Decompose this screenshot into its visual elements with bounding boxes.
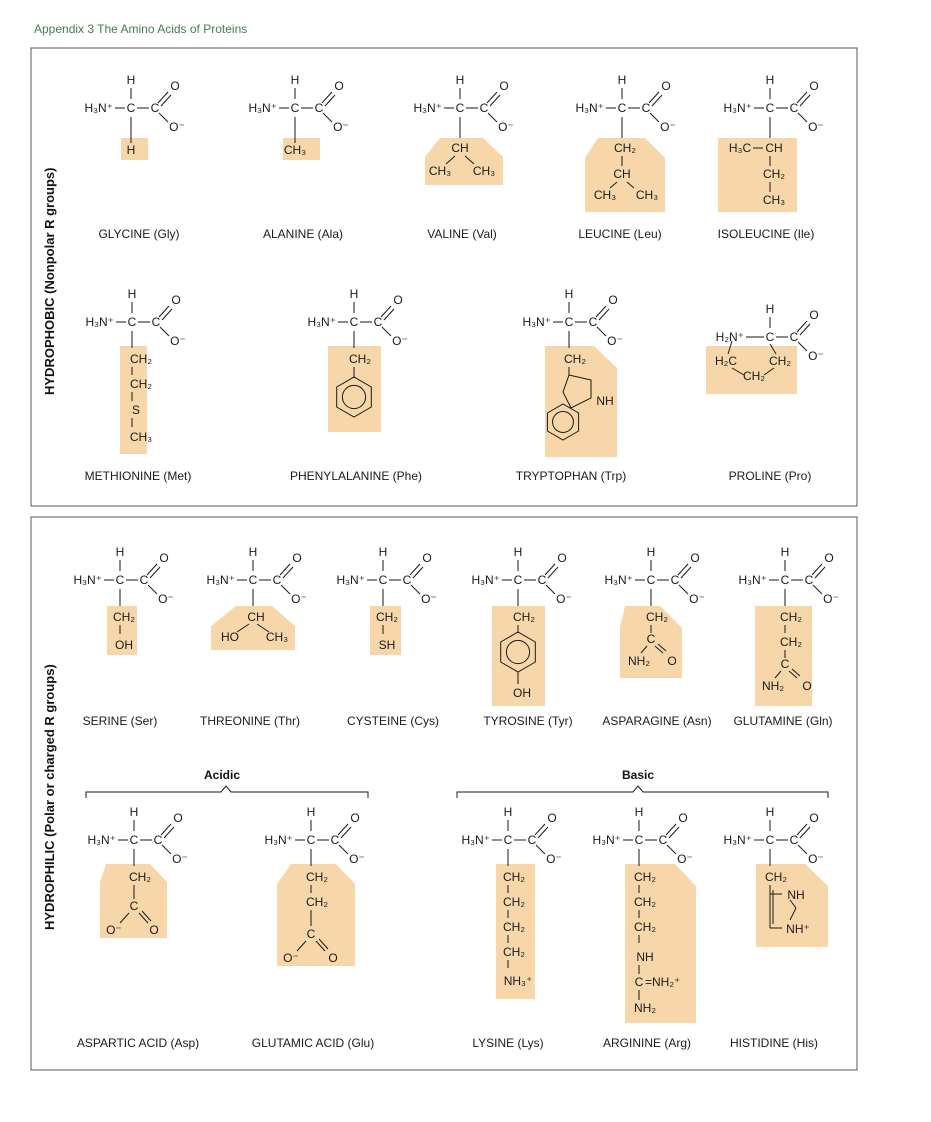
bond-c-o-double-2 [815, 567, 825, 578]
bond-c-o-single [281, 585, 290, 594]
carboxyl-carbon: C [150, 101, 160, 115]
carboxylate-oxygen: O⁻ [169, 120, 185, 134]
amino-acid-name: PHENYLALANINE (Phe) [289, 469, 423, 483]
ring-carbon-3: CH₂ [743, 369, 765, 383]
amino-acid-tyr [471, 545, 572, 728]
amino-acid-ala [248, 73, 348, 241]
amino-acid-name: ARGININE (Arg) [602, 1036, 692, 1050]
bond-c-o-double-2 [283, 567, 293, 578]
r-atom: CH₂ [564, 352, 586, 366]
amino-acid-structures [73, 73, 838, 1050]
carbonyl-oxygen: O [170, 79, 180, 93]
amino-acid-glu [252, 805, 374, 1050]
amino-group: H₃N⁺ [471, 573, 500, 587]
carboxyl-carbon: C [641, 101, 651, 115]
amino-acid-name: VALINE (Val) [427, 227, 497, 241]
bond-c-o-double-2 [681, 567, 691, 578]
bond-c-o-double-2 [161, 95, 171, 106]
bond-c-o-double [381, 306, 391, 317]
carboxyl-carbon: C [272, 573, 282, 587]
alpha-hydrogen: H [455, 73, 465, 87]
amino-acid-name: GLYCINE (Gly) [98, 227, 180, 241]
r-atom: CH₃ [265, 630, 289, 644]
carboxyl-carbon: C [537, 573, 547, 587]
r-atom: CH₂ [130, 352, 152, 366]
r-atom: CH₂ [503, 945, 525, 959]
r-atom: NH₂ [762, 679, 784, 693]
r-atom: CH₂ [503, 895, 525, 909]
amino-acid-name: TYROSINE (Tyr) [483, 714, 573, 728]
r-atom: CH₂ [614, 141, 636, 155]
carbonyl-oxygen: O [547, 811, 557, 825]
amino-acid-phe [290, 287, 422, 483]
alpha-hydrogen: H [129, 805, 139, 819]
bond-c-o-double-2 [669, 827, 679, 838]
bond-c-o-double [649, 92, 659, 103]
carboxyl-carbon: C [588, 315, 598, 329]
bond-c-o-double-2 [538, 827, 548, 838]
amino-acid-name: THREONINE (Thr) [200, 714, 300, 728]
carboxylate-oxygen: O⁻ [349, 852, 365, 866]
bond-c-o-double [797, 824, 807, 835]
alpha-hydrogen: H [634, 805, 644, 819]
r-atom: CH₃ [472, 164, 496, 178]
bond-c-o-double [812, 564, 822, 575]
bond-c-o-single [488, 113, 497, 122]
amino-acid-val [413, 73, 513, 241]
r-atom: CH [247, 610, 265, 624]
bond-c-o-double-2 [800, 324, 810, 335]
bond-c-o-double [280, 564, 290, 575]
amino-group: H₃N⁺ [336, 573, 365, 587]
carbonyl-oxygen: O [557, 551, 567, 565]
bond-c-o-double-2 [652, 95, 662, 106]
amino-acid-name: LEUCINE (Leu) [578, 227, 662, 241]
alpha-hydrogen: H [378, 545, 388, 559]
bond-c-o-double [322, 92, 332, 103]
bond-c-o-single [323, 113, 332, 122]
amino-acid-lys [461, 805, 561, 1050]
carbonyl-oxygen: O [809, 79, 819, 93]
alpha-carbon: C [617, 101, 627, 115]
carboxylate-oxygen: O⁻ [546, 852, 562, 866]
r-atom: OH [115, 638, 133, 652]
alpha-hydrogen: H [503, 805, 513, 819]
r-atom: CH₂ [113, 610, 135, 624]
r-atom: O [149, 923, 159, 937]
r-atom: CH [451, 141, 469, 155]
r-atom: CH₃ [762, 193, 786, 207]
basic-group-label: Basic [621, 768, 655, 782]
r-atom: CH₂ [513, 610, 535, 624]
carbonyl-oxygen: O [159, 551, 169, 565]
r-atom: CH₃ [129, 430, 153, 444]
carboxyl-carbon: C [658, 833, 668, 847]
carbonyl-oxygen: O [173, 811, 183, 825]
alpha-carbon: C [349, 315, 359, 329]
alpha-carbon: C [765, 833, 775, 847]
bond-c-o-double [545, 564, 555, 575]
bond-c-o-double-2 [413, 567, 423, 578]
amino-acid-name: HISTIDINE (His) [730, 1036, 818, 1050]
bond-c-o-double [666, 824, 676, 835]
amino-group: H₃N⁺ [522, 315, 551, 329]
r-atom: H₃C [728, 141, 752, 155]
bond-c-o-single [546, 585, 555, 594]
bond-c-o-single [148, 585, 157, 594]
hydrophilic-section-label: HYDROPHILIC (Polar or charged R groups) [42, 664, 57, 930]
alpha-carbon: C [765, 330, 775, 344]
alpha-hydrogen: H [564, 287, 574, 301]
page-header: Appendix 3 The Amino Acids of Proteins [34, 22, 248, 36]
amino-acid-arg [592, 805, 696, 1050]
carboxylate-oxygen: O⁻ [556, 592, 572, 606]
r-atom: CH [765, 141, 783, 155]
carboxyl-carbon: C [789, 833, 799, 847]
r-atom: H [126, 143, 136, 157]
bond-c-o-double-2 [548, 567, 558, 578]
amino-acid-name: LYSINE (Lys) [472, 1036, 544, 1050]
acidic-group-label: Acidic [203, 768, 241, 782]
r-atom: O⁻ [283, 951, 299, 965]
amino-group: H₃N⁺ [264, 833, 293, 847]
alpha-carbon: C [455, 101, 465, 115]
bond-c-o-double-2 [800, 95, 810, 106]
alpha-carbon: C [634, 833, 644, 847]
amino-group: H₃N⁺ [723, 101, 752, 115]
amino-group: H₂N⁺ [715, 330, 744, 344]
bond-c-o-double [338, 824, 348, 835]
alpha-hydrogen: H [765, 805, 775, 819]
alpha-hydrogen: H [765, 302, 775, 316]
carboxyl-carbon: C [479, 101, 489, 115]
amino-acid-thr [200, 545, 307, 728]
alpha-carbon: C [127, 315, 137, 329]
bond-c-o-single [798, 113, 807, 122]
amino-acid-ser [73, 545, 173, 728]
amino-group: H₃N⁺ [206, 573, 235, 587]
r-atom: C [646, 632, 656, 646]
carboxylate-oxygen: O⁻ [421, 592, 437, 606]
carboxylate-oxygen: O⁻ [823, 592, 839, 606]
amino-group: H₃N⁺ [738, 573, 767, 587]
r-atom: CH₂ [306, 870, 328, 884]
amino-group: H₃N⁺ [87, 833, 116, 847]
bond-c-o-single [597, 327, 606, 336]
carboxyl-carbon: C [153, 833, 163, 847]
bond-c-o-double-2 [150, 567, 160, 578]
amino-acid-name: SERINE (Ser) [82, 714, 158, 728]
bond-c-o-double [596, 306, 606, 317]
r-atom: NH⁺ [786, 922, 810, 936]
r-atom: CH₂ [634, 870, 656, 884]
r-atom: CH₂ [129, 870, 151, 884]
amino-group: H₃N⁺ [461, 833, 490, 847]
carbonyl-oxygen: O [499, 79, 509, 93]
r-atom: NH₂ [634, 1001, 656, 1015]
bond-c-o-double-2 [162, 309, 172, 320]
r-atom: CH₂ [306, 895, 328, 909]
bond-c-o-double [158, 92, 168, 103]
ring-carbon-2: CH₂ [769, 354, 791, 368]
alpha-hydrogen: H [248, 545, 258, 559]
bond-c-o-single [411, 585, 420, 594]
r-atom: CH₃ [283, 143, 307, 157]
carboxyl-carbon: C [804, 573, 814, 587]
amino-acid-met [85, 287, 192, 483]
amino-acid-cys [336, 545, 439, 728]
r-atom: CH₂ [780, 635, 802, 649]
carboxylate-oxygen: O⁻ [607, 334, 623, 348]
r-atom: CH₂ [780, 610, 802, 624]
r-atom: S [131, 403, 141, 417]
r-group-highlight [625, 864, 696, 1023]
bond-c-o-single [339, 845, 348, 854]
carbonyl-oxygen: O [350, 811, 360, 825]
amino-group: H₃N⁺ [723, 833, 752, 847]
amino-group: H₃N⁺ [592, 833, 621, 847]
bond-c-o-single [160, 327, 169, 336]
carbonyl-oxygen: O [809, 308, 819, 322]
bond-c-o-double [159, 306, 169, 317]
r-atom: O [328, 951, 338, 965]
amino-group: H₃N⁺ [575, 101, 604, 115]
r-atom: O⁻ [106, 923, 122, 937]
r-atom: CH₃ [593, 188, 617, 202]
carboxylate-oxygen: O⁻ [291, 592, 307, 606]
r-atom: CH₂ [130, 377, 152, 391]
alpha-carbon: C [780, 573, 790, 587]
hydrophilic-panel-frame [31, 517, 857, 1070]
carbonyl-oxygen: O [393, 293, 403, 307]
amino-acid-name: ASPARTIC ACID (Asp) [76, 1036, 200, 1050]
ring-carbon-1: H₂C [715, 354, 737, 368]
r-atom: CH₂ [765, 870, 787, 884]
amino-group: H₃N⁺ [413, 101, 442, 115]
bond-c-o-double-2 [490, 95, 500, 106]
carboxylate-oxygen: O⁻ [808, 120, 824, 134]
carboxyl-carbon: C [670, 573, 680, 587]
alpha-hydrogen: H [349, 287, 359, 301]
alpha-hydrogen: H [513, 545, 523, 559]
carboxyl-carbon: C [789, 330, 799, 344]
amino-group: H₃N⁺ [307, 315, 336, 329]
r-atom: C [780, 657, 790, 671]
r-atom: O [802, 679, 812, 693]
bond-c-o-double-2 [384, 309, 394, 320]
bond-c-o-double-2 [800, 827, 810, 838]
r-atom: NH [636, 950, 654, 964]
carbonyl-oxygen: O [422, 551, 432, 565]
r-atom: NH₂ [628, 654, 650, 668]
r-atom: O [667, 654, 677, 668]
alpha-carbon: C [378, 573, 388, 587]
r-atom: CH₂ [763, 167, 785, 181]
amino-acid-name: GLUTAMIC ACID (Glu) [251, 1036, 375, 1050]
r-atom: CH₂ [349, 352, 371, 366]
amino-acid-gln [733, 545, 838, 728]
r-atom: OH [513, 686, 531, 700]
amino-acid-leu [575, 73, 675, 241]
bond-c-o-single [667, 845, 676, 854]
r-atom: HO [221, 630, 239, 644]
amino-acid-name: METHIONINE (Met) [84, 469, 192, 483]
amino-acid-name: ASPARAGINE (Asn) [602, 714, 712, 728]
carboxylate-oxygen: O⁻ [170, 334, 186, 348]
bond-c-o-single [382, 327, 391, 336]
alpha-hydrogen: H [127, 287, 137, 301]
carbonyl-oxygen: O [661, 79, 671, 93]
bond-c-o-double [678, 564, 688, 575]
r-atom: CH₂ [634, 895, 656, 909]
carbonyl-oxygen: O [334, 79, 344, 93]
bond-c-o-double [797, 92, 807, 103]
alpha-carbon: C [115, 573, 125, 587]
bond-c-o-double [797, 321, 807, 332]
bond-c-o-double-2 [325, 95, 335, 106]
amino-acid-name: ALANINE (Ala) [262, 227, 344, 241]
r-atom: CH₂ [646, 610, 668, 624]
alpha-hydrogen: H [115, 545, 125, 559]
r-atom: CH₃ [428, 164, 452, 178]
carboxylate-oxygen: O⁻ [498, 120, 514, 134]
r-atom: CH₂ [503, 870, 525, 884]
bond-c-o-single [813, 585, 822, 594]
bond-c-o-double-2 [341, 827, 351, 838]
bond-c-o-double-2 [164, 827, 174, 838]
r-atom: NH [596, 394, 614, 408]
alpha-carbon: C [126, 101, 136, 115]
amino-acid-asn [602, 545, 711, 728]
carbonyl-oxygen: O [824, 551, 834, 565]
carboxylate-oxygen: O⁻ [660, 120, 676, 134]
amino-group: H₃N⁺ [84, 101, 113, 115]
carboxyl-carbon: C [402, 573, 412, 587]
hydrophobic-panel-frame [31, 48, 857, 506]
alpha-carbon: C [646, 573, 656, 587]
hydrophobic-section-label: HYDROPHOBIC (Nonpolar R groups) [42, 167, 57, 395]
alpha-carbon: C [765, 101, 775, 115]
bond-c-o-double [410, 564, 420, 575]
bond-c-o-single [536, 845, 545, 854]
amino-group: H₃N⁺ [85, 315, 114, 329]
acidic-bracket [86, 786, 368, 798]
amino-acid-gly [84, 73, 184, 241]
alpha-carbon: C [564, 315, 574, 329]
bond-c-o-single [679, 585, 688, 594]
alpha-hydrogen: H [306, 805, 316, 819]
amino-group: H₃N⁺ [604, 573, 633, 587]
alpha-carbon: C [513, 573, 523, 587]
bond-c-o-double [535, 824, 545, 835]
alpha-carbon: C [503, 833, 513, 847]
bond-c-o-single [162, 845, 171, 854]
alpha-hydrogen: H [646, 545, 656, 559]
r-atom: C [129, 899, 139, 913]
amino-acid-asp [77, 805, 199, 1050]
r-atom: CH₃ [635, 188, 659, 202]
carboxyl-carbon: C [151, 315, 161, 329]
amino-acid-name: GLUTAMINE (Gln) [733, 714, 833, 728]
bond-c-o-double [161, 824, 171, 835]
carbonyl-oxygen: O [608, 293, 618, 307]
bond-c-o-double [487, 92, 497, 103]
amino-acid-name: ISOLEUCINE (Ile) [717, 227, 815, 241]
bond-c-o-single [650, 113, 659, 122]
carboxylate-oxygen: O⁻ [172, 852, 188, 866]
carboxylate-oxygen: O⁻ [808, 852, 824, 866]
r-atom: NH [787, 888, 805, 902]
carboxylate-oxygen: O⁻ [677, 852, 693, 866]
amino-acid-name: PROLINE (Pro) [728, 469, 812, 483]
bond-c-o-double [147, 564, 157, 575]
carbonyl-oxygen: O [171, 293, 181, 307]
r-atom: SH [378, 638, 396, 652]
carboxyl-carbon: C [527, 833, 537, 847]
carbonyl-oxygen: O [690, 551, 700, 565]
alpha-hydrogen: H [617, 73, 627, 87]
carboxyl-carbon: C [789, 101, 799, 115]
r-atom: C [306, 927, 316, 941]
amino-acid-name: TRYPTOPHAN (Trp) [515, 469, 627, 483]
r-atom: =NH₂⁺ [645, 975, 681, 989]
carboxylate-oxygen: O⁻ [689, 592, 705, 606]
bond-c-o-single [798, 342, 807, 351]
amino-group: H₃N⁺ [73, 573, 102, 587]
r-atom: CH [613, 167, 631, 181]
r-atom: C [634, 975, 644, 989]
amino-acid-pro [706, 302, 824, 483]
amino-acid-name: CYSTEINE (Cys) [346, 714, 440, 728]
carboxyl-carbon: C [314, 101, 324, 115]
alpha-carbon: C [129, 833, 139, 847]
bond-c-o-single [159, 113, 168, 122]
alpha-hydrogen: H [780, 545, 790, 559]
basic-bracket [457, 786, 828, 798]
amino-acid-ile [718, 73, 824, 241]
alpha-hydrogen: H [765, 73, 775, 87]
alpha-carbon: C [248, 573, 258, 587]
r-atom: NH₃⁺ [503, 974, 533, 988]
amino-acid-his [723, 805, 828, 1050]
r-atom: CH₂ [503, 920, 525, 934]
carboxylate-oxygen: O⁻ [392, 334, 408, 348]
alpha-carbon: C [306, 833, 316, 847]
bond-c-o-single [798, 845, 807, 854]
amino-group: H₃N⁺ [248, 101, 277, 115]
amino-acid-trp [516, 287, 626, 483]
carboxylate-oxygen: O⁻ [333, 120, 349, 134]
alpha-hydrogen: H [126, 73, 136, 87]
carboxyl-carbon: C [139, 573, 149, 587]
alpha-hydrogen: H [290, 73, 300, 87]
bond-c-o-double-2 [599, 309, 609, 320]
alpha-carbon: C [290, 101, 300, 115]
carboxylate-oxygen: O⁻ [158, 592, 174, 606]
carboxyl-carbon: C [330, 833, 340, 847]
r-atom: CH₂ [634, 920, 656, 934]
carboxylate-oxygen: O⁻ [808, 349, 824, 363]
r-atom: CH₂ [376, 610, 398, 624]
carbonyl-oxygen: O [809, 811, 819, 825]
carbonyl-oxygen: O [678, 811, 688, 825]
carbonyl-oxygen: O [292, 551, 302, 565]
carboxyl-carbon: C [373, 315, 383, 329]
